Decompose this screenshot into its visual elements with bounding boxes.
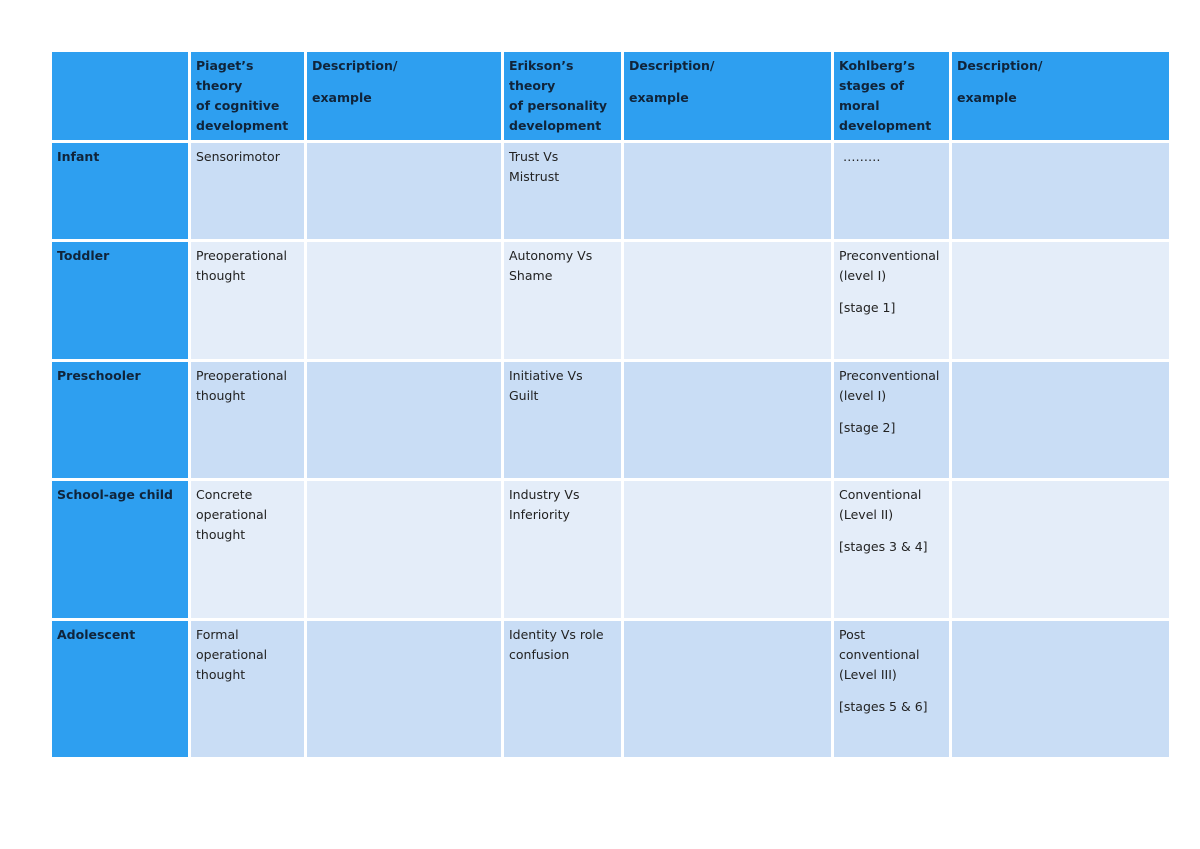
header-kohlberg-description [952, 52, 1169, 140]
piaget-description-cell[interactable] [307, 621, 501, 757]
cell-line: Preoperational [196, 368, 288, 383]
cell-line: Inferiority [509, 507, 570, 522]
piaget-description-cell[interactable] [307, 242, 501, 359]
cell-line: Post [839, 627, 866, 642]
cell-line: Initiative Vs [509, 368, 583, 383]
cell-line: thought [196, 527, 246, 542]
header-description-line: Description/ [957, 58, 1043, 73]
stage-note: [stage 1] [839, 300, 896, 315]
kohlberg-description-cell[interactable] [952, 621, 1169, 757]
kohlberg-cell [834, 242, 949, 359]
header-description-line: example [629, 90, 689, 105]
stage-label: Adolescent [52, 621, 188, 757]
stage-note: [stage 2] [839, 420, 896, 435]
cell-line: (level I) [839, 268, 887, 283]
header-description-line: Description/ [629, 58, 715, 73]
kohlberg-description-cell[interactable] [952, 362, 1169, 478]
header-erikson [504, 52, 621, 140]
cell-line: operational [196, 647, 268, 662]
stage-label: School-age child [52, 481, 188, 618]
header-corner-cell [52, 52, 188, 140]
stage-label: Infant [52, 143, 188, 239]
cell-line: thought [196, 667, 246, 682]
cell-line: Autonomy Vs [509, 248, 593, 263]
cell-line: Concrete [196, 487, 253, 502]
erikson-cell [504, 481, 621, 618]
table-row [52, 362, 1169, 478]
cell-line: Guilt [509, 388, 539, 403]
piaget-cell [191, 242, 304, 359]
erikson-cell [504, 621, 621, 757]
cell-line: Identity Vs role [509, 627, 604, 642]
piaget-description-cell[interactable] [307, 143, 501, 239]
header-erikson-line: of personality [509, 98, 608, 113]
cell-line: Preconventional [839, 248, 940, 263]
header-description-line: example [957, 90, 1017, 105]
table-row [52, 143, 1169, 239]
cell-line: Preoperational [196, 248, 288, 263]
cell-line: Mistrust [509, 169, 560, 184]
cell-line: (Level III) [839, 667, 897, 682]
piaget-cell [191, 143, 304, 239]
header-kohlberg-line: development [839, 118, 932, 133]
cell-line: Trust Vs [509, 149, 559, 164]
stage-label: Toddler [52, 242, 188, 359]
stage-note: [stages 5 & 6] [839, 699, 928, 714]
erikson-description-cell[interactable] [624, 242, 831, 359]
kohlberg-cell [834, 481, 949, 618]
table-row [52, 242, 1169, 359]
header-piaget-line: development [196, 118, 289, 133]
cell-line: thought [196, 388, 246, 403]
header-row [52, 52, 1169, 140]
cell-line: Sensorimotor [196, 149, 280, 164]
kohlberg-cell [834, 143, 949, 239]
kohlberg-cell [834, 621, 949, 757]
erikson-cell [504, 362, 621, 478]
header-erikson-line: development [509, 118, 602, 133]
header-erikson-description [624, 52, 831, 140]
header-erikson-line: Erikson’s theory [509, 58, 574, 93]
kohlberg-description-cell[interactable] [952, 242, 1169, 359]
piaget-description-cell[interactable] [307, 362, 501, 478]
kohlberg-description-cell[interactable] [952, 481, 1169, 618]
cell-line: Industry Vs [509, 487, 580, 502]
cell-line: conventional [839, 647, 920, 662]
piaget-cell [191, 621, 304, 757]
stage-label: Preschooler [52, 362, 188, 478]
header-piaget [191, 52, 304, 140]
header-piaget-line: Piaget’s theory [196, 58, 254, 93]
erikson-description-cell[interactable] [624, 621, 831, 757]
erikson-description-cell[interactable] [624, 362, 831, 478]
cell-line: Formal [196, 627, 239, 642]
development-theories-table [49, 49, 1172, 760]
stage-note: [stages 3 & 4] [839, 539, 928, 554]
header-description-line: Description/ [312, 58, 398, 73]
table-row [52, 481, 1169, 618]
header-piaget-line: of cognitive [196, 98, 280, 113]
cell-line: ……… [839, 149, 881, 164]
kohlberg-cell [834, 362, 949, 478]
cell-line: confusion [509, 647, 570, 662]
cell-line: Conventional [839, 487, 922, 502]
piaget-cell [191, 481, 304, 618]
cell-line: operational [196, 507, 268, 522]
header-description-line: example [312, 90, 372, 105]
erikson-cell [504, 242, 621, 359]
cell-line: (Level II) [839, 507, 894, 522]
header-kohlberg-line: Kohlberg’s [839, 58, 915, 73]
header-kohlberg [834, 52, 949, 140]
piaget-description-cell[interactable] [307, 481, 501, 618]
cell-line: thought [196, 268, 246, 283]
cell-line: Preconventional [839, 368, 940, 383]
kohlberg-description-cell[interactable] [952, 143, 1169, 239]
cell-line: (level I) [839, 388, 887, 403]
header-piaget-description [307, 52, 501, 140]
header-kohlberg-line: stages of moral [839, 78, 905, 113]
piaget-cell [191, 362, 304, 478]
erikson-description-cell[interactable] [624, 143, 831, 239]
erikson-description-cell[interactable] [624, 481, 831, 618]
erikson-cell [504, 143, 621, 239]
cell-line: Shame [509, 268, 553, 283]
table-row [52, 621, 1169, 757]
